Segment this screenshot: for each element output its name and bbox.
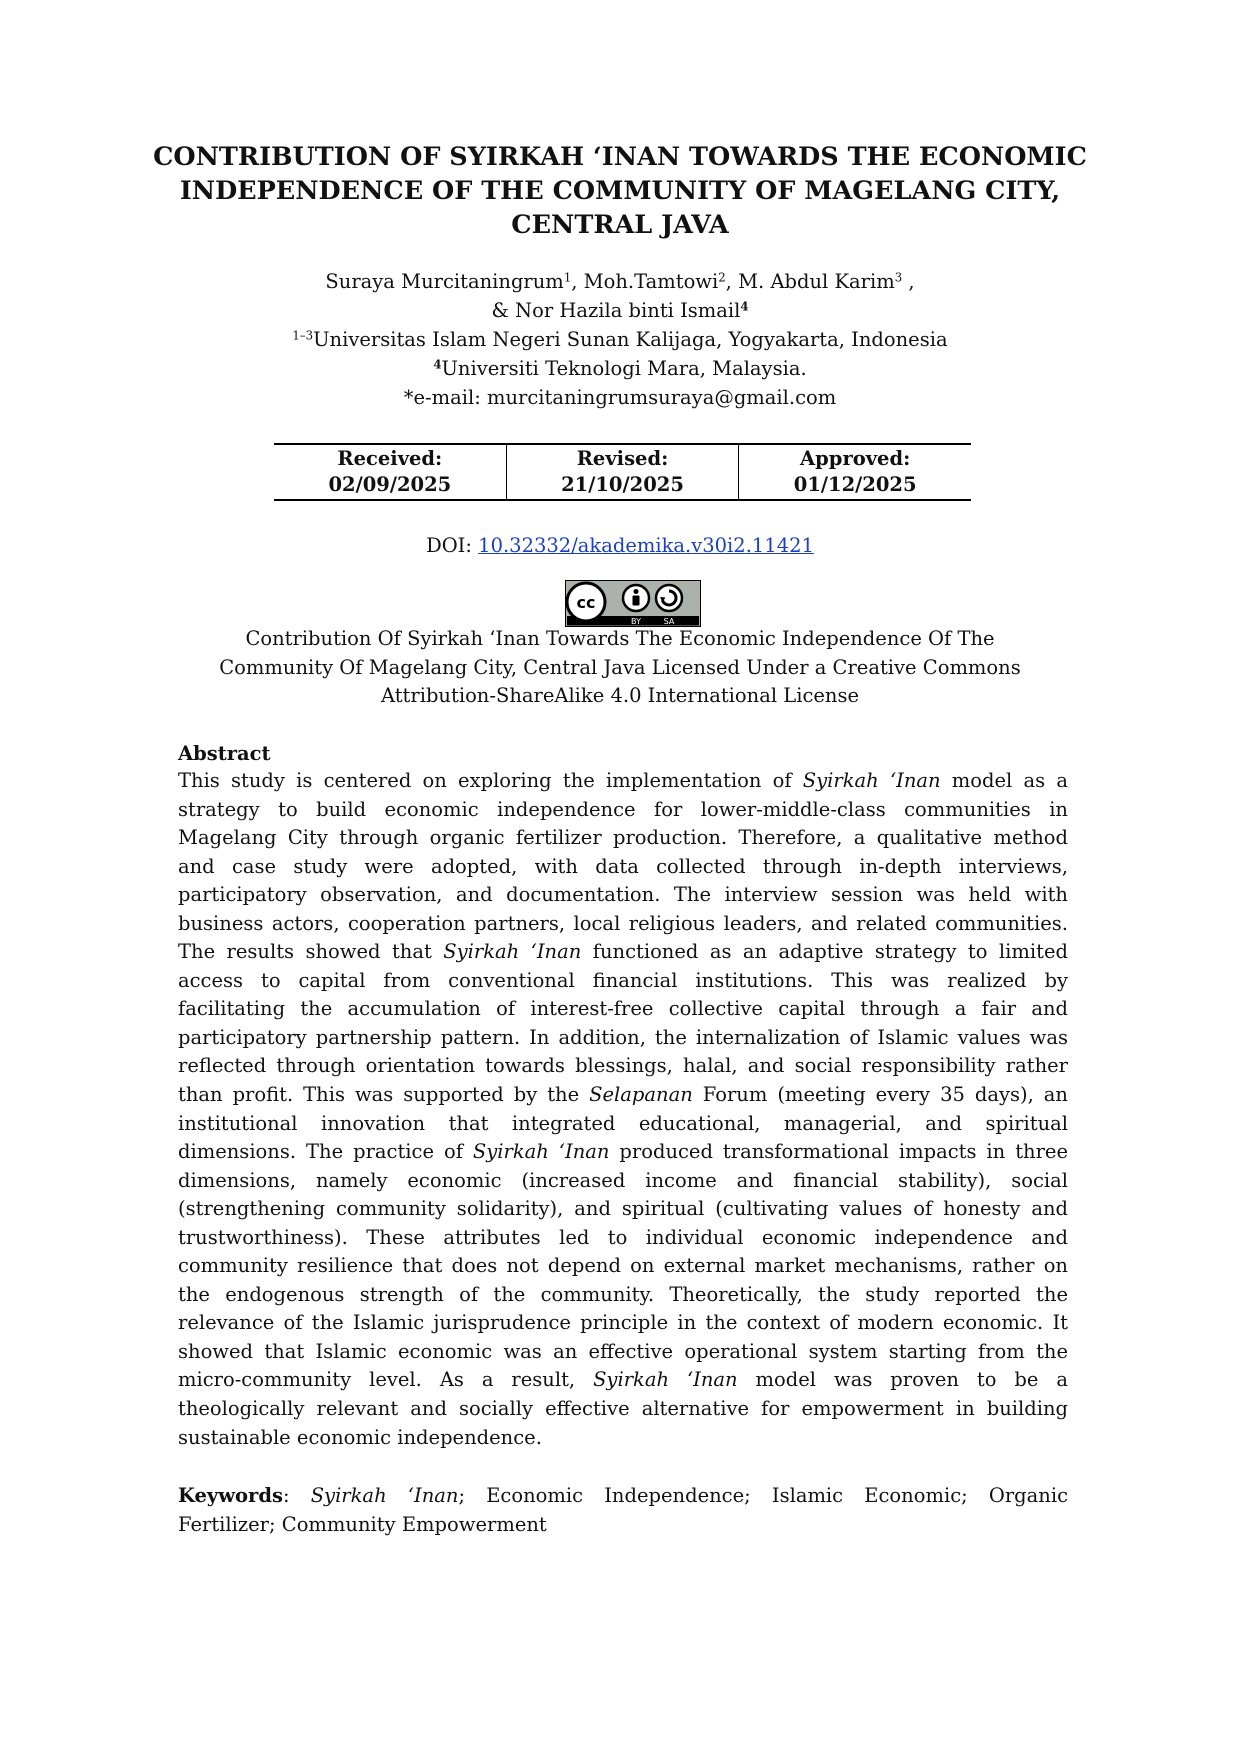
- abstract-text: and case study were adopted, with data collected through in-depth interviews,: [178, 854, 1068, 878]
- cc-by-sa-icon[interactable]: [565, 580, 701, 627]
- abstract-body: [178, 767, 1068, 1452]
- abstract-text: access to capital from conventional financial institutions. This was realized by: [178, 968, 1068, 992]
- title-line: INDEPENDENCE OF THE COMMUNITY OF MAGELANG CITY,: [179, 176, 1061, 206]
- date-value: 02/09/2025: [328, 473, 452, 496]
- abstract-text: dimensions, namely economic (increased income and financial stability), social: [178, 1168, 1068, 1192]
- abstract-line: [178, 1424, 1068, 1453]
- keyword-emphasis: Syirkah ‘Inan: [310, 1484, 459, 1507]
- abstract-text: trustworthiness). These attributes led to individual economic independence and: [178, 1225, 1068, 1249]
- keywords-text: ; Economic Independence; Islamic Economic; Organic: [458, 1484, 1068, 1507]
- keywords-line: [178, 1481, 1068, 1510]
- abstract-line: [178, 767, 1068, 796]
- date-value: 01/12/2025: [793, 473, 917, 496]
- license-line: Contribution Of Syirkah ‘Inan Towards The Economic Independence Of The: [245, 627, 995, 650]
- keywords-colon: :: [282, 1484, 311, 1507]
- abstract-text: community resilience that does not depend on external market mechanisms, rather on: [178, 1254, 1068, 1278]
- author-name: Suraya Murcitaningrum: [325, 270, 564, 293]
- paper-title: [130, 140, 1110, 242]
- abstract-text: micro-community level. As a result,: [178, 1368, 594, 1392]
- abstract-text: theologically relevant and socially effective alternative for empowerment in building: [178, 1397, 1068, 1421]
- by-text: BY: [631, 617, 641, 626]
- abstract-line: [178, 796, 1068, 825]
- sa-text: SA: [663, 617, 675, 626]
- abstract-line: [178, 1024, 1068, 1053]
- author-sup: 3: [894, 270, 903, 285]
- abstract-text: dimensions. The practice of: [178, 1140, 473, 1164]
- abstract-text: model was proven to be a: [737, 1368, 1068, 1392]
- abstract-text: showed that Islamic economic was an effective operational system starting from the: [178, 1339, 1068, 1363]
- abstract-line: [178, 1252, 1068, 1281]
- date-label: Approved:: [800, 447, 911, 470]
- abstract-line: [178, 1138, 1068, 1167]
- abstract-text: Forum (meeting every 35 days), an: [692, 1083, 1068, 1107]
- abstract-line: [178, 1195, 1068, 1224]
- title-line: CENTRAL JAVA: [511, 210, 729, 240]
- title-line: CONTRIBUTION OF SYIRKAH ‘INAN TOWARDS THE ECONOMIC: [153, 142, 1087, 172]
- abstract-line: [178, 1338, 1068, 1367]
- cc-badge-graphic: [565, 580, 701, 627]
- abstract-text: model as a: [940, 769, 1068, 792]
- abstract-emphasis: Syirkah ‘Inan: [472, 1140, 610, 1164]
- affiliation-line: [130, 325, 1110, 354]
- author-line: [130, 267, 1110, 296]
- affiliation-sup: 1–3: [292, 328, 314, 343]
- abstract-heading: Abstract: [178, 742, 271, 765]
- abstract-text: participatory partnership pattern. In addition, the internalization of Islamic values was: [178, 1025, 1068, 1049]
- affiliation-line: [130, 354, 1110, 383]
- abstract-line: [178, 1366, 1068, 1395]
- abstract-line: [178, 910, 1068, 939]
- author-separator: ,: [902, 270, 915, 293]
- abstract-text: Magelang City through organic fertilizer production. Therefore, a qualitative method: [178, 826, 1068, 850]
- abstract-text: than profit. This was supported by the: [178, 1083, 590, 1107]
- abstract-line: [178, 995, 1068, 1024]
- abstract-line: [178, 1395, 1068, 1424]
- abstract-emphasis: Syirkah ‘Inan: [443, 940, 582, 964]
- author-name: Moh.Tamtowi: [583, 270, 719, 293]
- date-received: [274, 445, 506, 499]
- author-block: [130, 267, 1110, 412]
- affiliation-text: Universiti Teknologi Mara, Malaysia.: [441, 357, 807, 380]
- abstract-text: facilitating the accumulation of interest-free collective capital through a fair and: [178, 997, 1068, 1021]
- author-sup: 4: [740, 299, 749, 314]
- date-label: Revised:: [576, 447, 669, 470]
- abstract-line: [178, 853, 1068, 882]
- abstract-text: produced transformational impacts in three: [609, 1140, 1068, 1164]
- abstract-line: [178, 1052, 1068, 1081]
- author-name: Nor Hazila binti Ismail: [515, 299, 741, 322]
- keywords-label: Keywords: [178, 1484, 283, 1507]
- abstract-text: This study is centered on exploring the implementation of: [178, 769, 803, 792]
- keywords-line: Fertilizer; Community Empowerment: [178, 1513, 547, 1536]
- author-sup: 1: [563, 270, 572, 285]
- author-separator: ,: [571, 270, 584, 293]
- doi-label: DOI:: [426, 534, 479, 557]
- date-revised: [506, 445, 739, 499]
- abstract-text: strategy to build economic independence for lower-middle-class communities in: [178, 797, 1068, 821]
- abstract-line: [178, 824, 1068, 853]
- abstract-text: sustainable economic independence.: [178, 1425, 542, 1449]
- author-sup: 2: [718, 270, 726, 285]
- doi-link[interactable]: 10.32332/akademika.v30i2.11421: [478, 534, 814, 557]
- cc-text: cc: [576, 593, 596, 612]
- abstract-text: relevance of the Islamic jurisprudence principle in the context of modern economic. It: [178, 1311, 1068, 1335]
- abstract-emphasis: Syirkah ‘Inan: [802, 769, 941, 792]
- abstract-line: [178, 1167, 1068, 1196]
- abstract-line: [178, 967, 1068, 996]
- abstract-line: [178, 938, 1068, 967]
- date-label: Received:: [337, 447, 443, 470]
- affiliation-text: Universitas Islam Negeri Sunan Kalijaga, Yogyakarta, Indonesia: [313, 328, 948, 351]
- date-approved: [738, 445, 971, 499]
- abstract-line: [178, 1081, 1068, 1110]
- abstract-text: institutional innovation that integrated educational, managerial, and spiritual: [178, 1111, 1068, 1135]
- abstract-line: [178, 1309, 1068, 1338]
- abstract-text: (strengthening community solidarity), and spiritual (cultivating values of honesty and: [178, 1197, 1068, 1221]
- abstract-line: [178, 1224, 1068, 1253]
- abstract-emphasis: Selapanan: [589, 1083, 693, 1107]
- abstract-emphasis: Syirkah ‘Inan: [593, 1368, 738, 1392]
- abstract-text: business actors, cooperation partners, local religious leaders, and related communities.: [178, 911, 1068, 935]
- abstract-line: [178, 881, 1068, 910]
- doi-line: [130, 532, 1110, 560]
- email-line: *e-mail: murcitaningrumsuraya@gmail.com: [403, 386, 837, 409]
- abstract-text: functioned as an adaptive strategy to limited: [581, 940, 1068, 964]
- dates-table: [274, 443, 971, 501]
- abstract-text: The results showed that: [178, 940, 444, 964]
- keywords-block: [178, 1481, 1068, 1539]
- abstract-text: participatory observation, and documentation. The interview session was held with: [178, 883, 1068, 907]
- affiliation-sup: 4: [433, 357, 442, 372]
- date-value: 21/10/2025: [561, 473, 684, 496]
- abstract-text: the endogenous strength of the community. Theoretically, the study reported the: [178, 1282, 1068, 1306]
- license-line: Attribution-ShareAlike 4.0 International License: [380, 684, 860, 707]
- author-name: M. Abdul Karim: [738, 270, 895, 293]
- license-statement: [130, 625, 1110, 711]
- author-line: [130, 296, 1110, 325]
- license-line: Community Of Magelang City, Central Java Licensed Under a Creative Commons: [219, 655, 1021, 679]
- abstract-text: reflected through orientation towards blessings, halal, and social responsibility rather: [178, 1054, 1068, 1078]
- author-separator: ,: [725, 270, 739, 293]
- abstract-line: [178, 1110, 1068, 1139]
- author-separator: &: [491, 299, 516, 322]
- abstract-line: [178, 1281, 1068, 1310]
